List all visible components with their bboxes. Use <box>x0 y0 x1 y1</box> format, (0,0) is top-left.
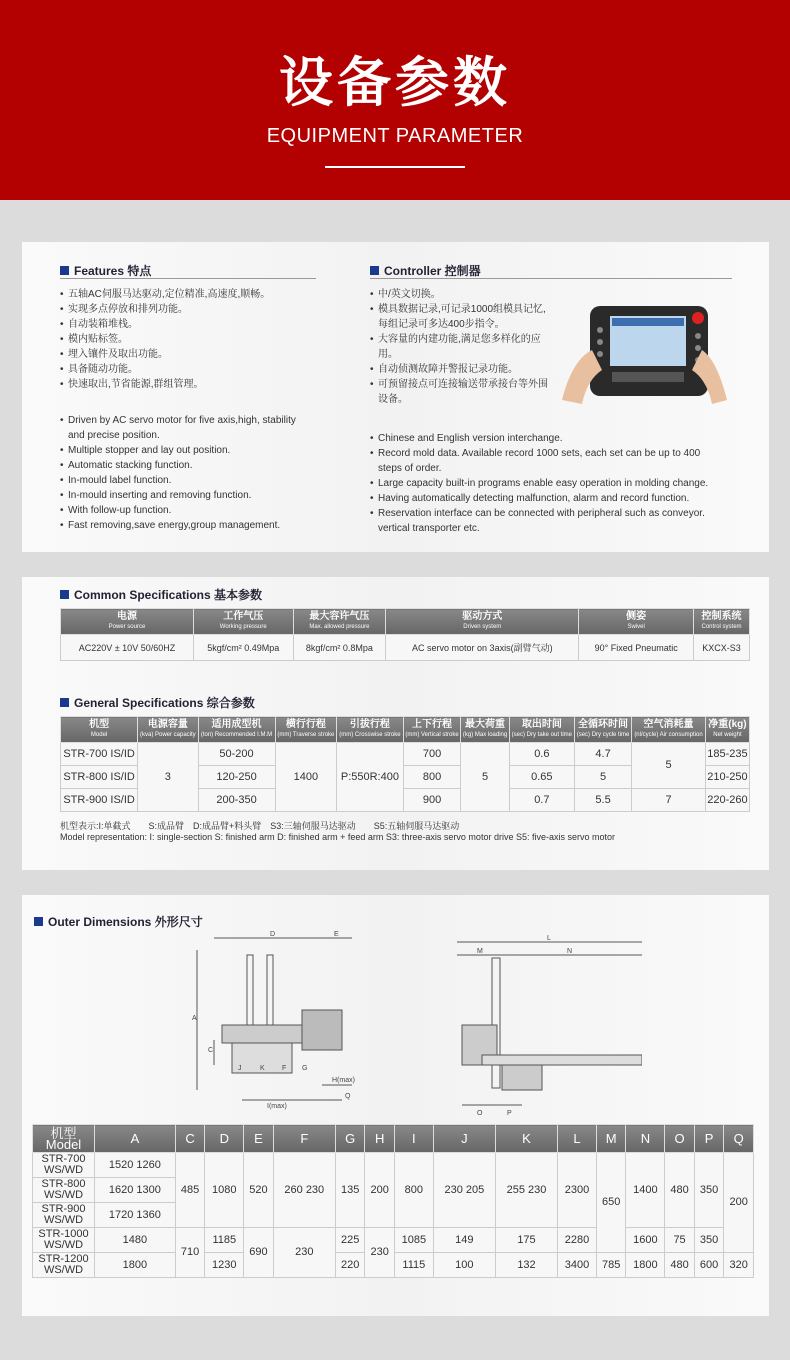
table-cell: 480 <box>665 1153 695 1228</box>
table-cell: 185-235 <box>705 743 749 766</box>
common-specs-title <box>60 586 262 603</box>
table-cell: 650 <box>596 1153 626 1253</box>
dimension-label: I(max) <box>267 1103 287 1110</box>
table-cell: 5 <box>461 743 509 812</box>
table-cell: 75 <box>665 1228 695 1253</box>
column-header <box>403 717 461 743</box>
column-header: O <box>665 1125 695 1153</box>
controller-title-text: Controller 控制器 <box>384 264 481 278</box>
list-item: • 快速取出,节省能源,群组管理。 <box>60 377 320 392</box>
table-cell: KXCX-S3 <box>694 635 750 661</box>
list-item: • Large capacity built-in programs enable easy operation in molding change. <box>370 476 720 491</box>
list-item: • In-mould inserting and removing function. <box>60 488 310 503</box>
list-item: • Chinese and English version interchange. <box>370 431 720 446</box>
dimension-label: F <box>282 1065 287 1072</box>
table-cell: 1620 1300 <box>95 1178 176 1203</box>
model-cell: STR-800 IS/ID <box>61 766 138 789</box>
features-cn-list <box>60 287 320 392</box>
header-en: Control system <box>701 623 742 630</box>
column-header: J <box>433 1125 495 1153</box>
header-cn: 最大容许气压 <box>309 610 370 622</box>
header-cn: 取出时间 <box>521 718 562 730</box>
dimension-label: D <box>270 931 276 938</box>
table-cell: 1520 1260 <box>95 1153 176 1178</box>
column-header <box>705 717 749 743</box>
bullet-square-icon <box>34 917 43 926</box>
model-cell: STR-700 WS/WD <box>33 1153 95 1178</box>
table-cell: 600 <box>694 1253 724 1278</box>
table-cell: 710 <box>175 1228 205 1278</box>
table-cell: 230 205 <box>433 1153 495 1228</box>
table-cell: 320 <box>724 1253 754 1278</box>
list-item: • 五轴AC伺服马达驱动,定位精准,高速度,顺畅。 <box>60 287 320 302</box>
table-cell: 800 <box>394 1153 433 1228</box>
header-en: Max. allowed pressure <box>309 623 370 630</box>
dimension-label: H(max) <box>332 1077 355 1084</box>
table-cell: 2280 <box>558 1228 597 1253</box>
table-cell: 350 <box>694 1153 724 1228</box>
column-header <box>193 609 293 635</box>
specs-panel <box>22 577 769 870</box>
bullet-square-icon <box>370 266 379 275</box>
common-specs-title-text: Common Specifications 基本参数 <box>74 588 263 602</box>
column-header: Q <box>724 1125 754 1153</box>
table-cell: 175 <box>495 1228 557 1253</box>
divider <box>325 166 465 168</box>
features-panel <box>22 242 769 552</box>
model-cell: STR-900 IS/ID <box>61 789 138 812</box>
column-header <box>293 609 386 635</box>
page-subtitle: EQUIPMENT PARAMETER <box>266 125 524 147</box>
model-cell: STR-1200 WS/WD <box>33 1253 95 1278</box>
table-cell: 1080 <box>205 1153 244 1228</box>
model-note-en: Model representation: I: single-section S: finished arm D: finished arm + feed arm S3: three-axis servo motor drive S5: five-axis servo motor <box>60 832 615 842</box>
list-item: • 大容量的内建功能,满足您多样化的应用。 <box>370 332 550 362</box>
header-cn: 适用成型机 <box>211 718 262 730</box>
column-header <box>386 609 579 635</box>
header-en: (sec) Dry take out time <box>511 731 573 738</box>
table-cell: 50-200 <box>198 743 275 766</box>
table-cell: 5.5 <box>574 789 631 812</box>
column-header <box>694 609 750 635</box>
table-cell: 3400 <box>558 1253 597 1278</box>
column-header <box>337 717 403 743</box>
table-cell: 0.7 <box>509 789 574 812</box>
dimension-label: G <box>302 1065 308 1072</box>
divider <box>370 278 732 279</box>
column-header: G <box>335 1125 365 1153</box>
dimension-label: M <box>477 948 483 955</box>
header-cn: 电源容量 <box>147 718 188 730</box>
header-cn: 最大荷重 <box>465 718 506 730</box>
table-cell: 3 <box>138 743 198 812</box>
table-cell: 1720 1360 <box>95 1203 176 1228</box>
header-cn: 工作气压 <box>223 610 264 622</box>
header-cn: 空气消耗量 <box>643 718 694 730</box>
general-specs-title <box>60 694 255 711</box>
header-row <box>61 717 750 743</box>
dimension-label: Q <box>345 1093 351 1100</box>
header-en: (nl/cycle) Air consumption <box>634 731 703 738</box>
divider <box>60 278 316 279</box>
dimension-label: A <box>192 1015 197 1022</box>
header-en: Swivel <box>627 623 645 630</box>
table-cell: 2300 <box>558 1153 597 1228</box>
table-cell: 0.65 <box>509 766 574 789</box>
table-cell: 1600 <box>626 1228 665 1253</box>
dimension-label: K <box>260 1065 265 1072</box>
model-cell: STR-1000 WS/WD <box>33 1228 95 1253</box>
controller-en-list <box>370 431 720 536</box>
dimensions-title <box>34 913 203 930</box>
table-cell: 900 <box>403 789 461 812</box>
features-en-list <box>60 413 310 533</box>
table-row <box>33 1153 754 1178</box>
table-cell: 1800 <box>626 1253 665 1278</box>
column-header <box>198 717 275 743</box>
column-header: E <box>244 1125 274 1153</box>
table-cell: 149 <box>433 1228 495 1253</box>
table-cell: 520 <box>244 1153 274 1228</box>
dimension-label: P <box>507 1110 512 1117</box>
header-cn: 全循环时间 <box>578 718 629 730</box>
list-item: • Fast removing,save energy,group management. <box>60 518 310 533</box>
column-header: N <box>626 1125 665 1153</box>
list-item: • Automatic stacking function. <box>60 458 310 473</box>
header-en: (mm) Traverse stroke <box>277 731 335 738</box>
table-cell: AC220V ± 10V 50/60HZ <box>61 635 194 661</box>
column-header: K <box>495 1125 557 1153</box>
dimension-label: N <box>567 948 573 955</box>
dimensions-table <box>32 1124 754 1278</box>
table-cell: 132 <box>495 1253 557 1278</box>
general-specs-table <box>60 716 750 812</box>
table-row <box>61 635 750 661</box>
header-cn: 控制系统 <box>701 610 742 622</box>
table-cell: 690 <box>244 1228 274 1278</box>
table-cell: 225 <box>335 1228 365 1253</box>
model-note-cn: 机型表示:I:单截式 S:成品臂 D:成品臂+料头臂 S3:三轴伺服马达驱动 S5:五轴伺服马达驱动 <box>60 821 460 831</box>
header-row <box>33 1125 754 1153</box>
list-item: • 模具数据记录,可记录1000组模具记忆,每组记录可多达400步指令。 <box>370 302 550 332</box>
features-title <box>60 262 151 279</box>
header-en: (mm) Vertical stroke <box>405 731 459 738</box>
column-header: P <box>694 1125 724 1153</box>
controller-cn-list <box>370 287 550 407</box>
list-item: • With follow-up function. <box>60 503 310 518</box>
header-cn: 电源 <box>116 610 137 622</box>
column-header <box>579 609 694 635</box>
table-cell: 785 <box>596 1253 626 1278</box>
bullet-square-icon <box>60 266 69 275</box>
list-item: • 自动侦测故障并警报记录功能。 <box>370 362 550 377</box>
header-cn: 侧姿 <box>626 610 647 622</box>
table-cell: 350 <box>694 1228 724 1253</box>
column-header <box>138 717 198 743</box>
table-row <box>61 743 750 766</box>
dimension-drawings <box>162 930 642 1120</box>
table-cell: 1480 <box>95 1228 176 1253</box>
column-header: A <box>95 1125 176 1153</box>
header-en: (sec) Dry cycle time <box>576 731 630 738</box>
list-item: • Having automatically detecting malfunction, alarm and record function. <box>370 491 720 506</box>
header-en: Working pressure <box>219 623 267 630</box>
list-item: • In-mould label function. <box>60 473 310 488</box>
list-item: • 可预留接点可连接输送带承接台等外围设备。 <box>370 377 550 407</box>
bullet-square-icon <box>60 590 69 599</box>
column-header: H <box>365 1125 395 1153</box>
table-cell: 5kgf/cm² 0.49Mpa <box>193 635 293 661</box>
list-item: • Record mold data. Available record 1000 sets, each set can be up to 400 steps of order. <box>370 446 720 476</box>
controller-title <box>370 262 481 279</box>
header-cn: 机型 <box>89 718 110 730</box>
header-en: Power source <box>108 623 146 630</box>
table-cell: 5 <box>632 743 706 789</box>
table-cell: 1185 <box>205 1228 244 1253</box>
table-cell: 200-350 <box>198 789 275 812</box>
table-cell: 480 <box>665 1253 695 1278</box>
list-item: • Multiple stopper and lay out position. <box>60 443 310 458</box>
dimensions-title-text: Outer Dimensions 外形尺寸 <box>48 915 203 929</box>
column-header <box>461 717 509 743</box>
table-cell: 200 <box>724 1153 754 1253</box>
list-item: • Driven by AC servo motor for five axis,high, stability and precise position. <box>60 413 310 443</box>
header-en: (mm) Crosswise stroke <box>339 731 401 738</box>
table-cell: 485 <box>175 1153 205 1228</box>
header-en: (ton) Recommended I.M.M <box>200 731 273 738</box>
dimension-label: C <box>208 1047 214 1054</box>
page-title: 设备参数 <box>279 51 511 114</box>
column-header <box>61 717 138 743</box>
table-cell: 4.7 <box>574 743 631 766</box>
table-cell: 220 <box>335 1253 365 1278</box>
table-cell: 255 230 <box>495 1153 557 1228</box>
table-cell: 0.6 <box>509 743 574 766</box>
table-cell: 8kgf/cm² 0.8Mpa <box>293 635 386 661</box>
header-cn: 净重(kg) <box>708 718 747 730</box>
table-cell: 135 <box>335 1153 365 1228</box>
table-cell: 1400 <box>275 743 337 812</box>
table-cell: 230 <box>273 1228 335 1278</box>
list-item: • 自动装箱堆栈。 <box>60 317 320 332</box>
list-item: • 中/英文切换。 <box>370 287 550 302</box>
table-cell: 1085 <box>394 1228 433 1253</box>
dimension-label: J <box>238 1065 242 1072</box>
table-cell: 210-250 <box>705 766 749 789</box>
header-row <box>61 609 750 635</box>
page-header <box>0 0 790 200</box>
column-header <box>61 609 194 635</box>
table-cell: 220-260 <box>705 789 749 812</box>
table-cell: 5 <box>574 766 631 789</box>
table-cell: 1115 <box>394 1253 433 1278</box>
dimension-label: O <box>477 1110 483 1117</box>
column-header: L <box>558 1125 597 1153</box>
column-header: I <box>394 1125 433 1153</box>
header-cn: 引拔行程 <box>349 718 390 730</box>
table-cell: 200 <box>365 1153 395 1228</box>
column-header <box>509 717 574 743</box>
table-cell: 90° Fixed Pneumatic <box>579 635 694 661</box>
column-header <box>632 717 706 743</box>
model-cell: STR-900 WS/WD <box>33 1203 95 1228</box>
header-en: (kva) Power capacity <box>140 731 196 738</box>
header-en: Driven system <box>463 623 502 630</box>
column-header <box>275 717 337 743</box>
list-item: • Reservation interface can be connected with peripheral such as conveyor. vertical transporter etc. <box>370 506 720 536</box>
model-cell: STR-700 IS/ID <box>61 743 138 766</box>
table-cell: 120-250 <box>198 766 275 789</box>
list-item: • 埋入镶件及取出功能。 <box>60 347 320 362</box>
list-item: • 具备随动功能。 <box>60 362 320 377</box>
table-cell: 7 <box>632 789 706 812</box>
table-cell: 230 <box>365 1228 395 1278</box>
list-item: • 模内贴标签。 <box>60 332 320 347</box>
column-header: D <box>205 1125 244 1153</box>
header-en: (kg) Max loading <box>462 731 508 738</box>
header-en: Model <box>90 731 108 738</box>
dimensions-panel <box>22 895 769 1316</box>
table-cell: 260 230 <box>273 1153 335 1228</box>
table-cell: 1400 <box>626 1153 665 1228</box>
model-cell: STR-800 WS/WD <box>33 1178 95 1203</box>
list-item: • 实现多点停放和排列功能。 <box>60 302 320 317</box>
table-cell: 100 <box>433 1253 495 1278</box>
header-cn: 驱动方式 <box>462 610 503 622</box>
header-en: Net weight <box>713 731 742 738</box>
bullet-square-icon <box>60 698 69 707</box>
table-cell: 800 <box>403 766 461 789</box>
common-specs-table <box>60 608 750 661</box>
column-header: F <box>273 1125 335 1153</box>
table-cell: 1230 <box>205 1253 244 1278</box>
column-header: 机型 Model <box>33 1125 95 1153</box>
features-title-text: Features 特点 <box>74 264 152 278</box>
table-cell: 1800 <box>95 1253 176 1278</box>
general-specs-title-text: General Specifications 综合参数 <box>74 696 255 710</box>
table-cell: P:550R:400 <box>337 743 403 812</box>
column-header: C <box>175 1125 205 1153</box>
column-header: M <box>596 1125 626 1153</box>
header-cn: 上下行程 <box>412 718 452 730</box>
controller-pendant-image <box>562 300 727 408</box>
table-row <box>33 1228 754 1253</box>
table-cell: AC servo motor on 3axis(副臂气动) <box>386 635 579 661</box>
dimension-label: E <box>334 931 339 938</box>
header-cn: 横行行程 <box>285 718 326 730</box>
column-header <box>574 717 631 743</box>
table-cell: 700 <box>403 743 461 766</box>
dimension-label: L <box>547 935 551 942</box>
